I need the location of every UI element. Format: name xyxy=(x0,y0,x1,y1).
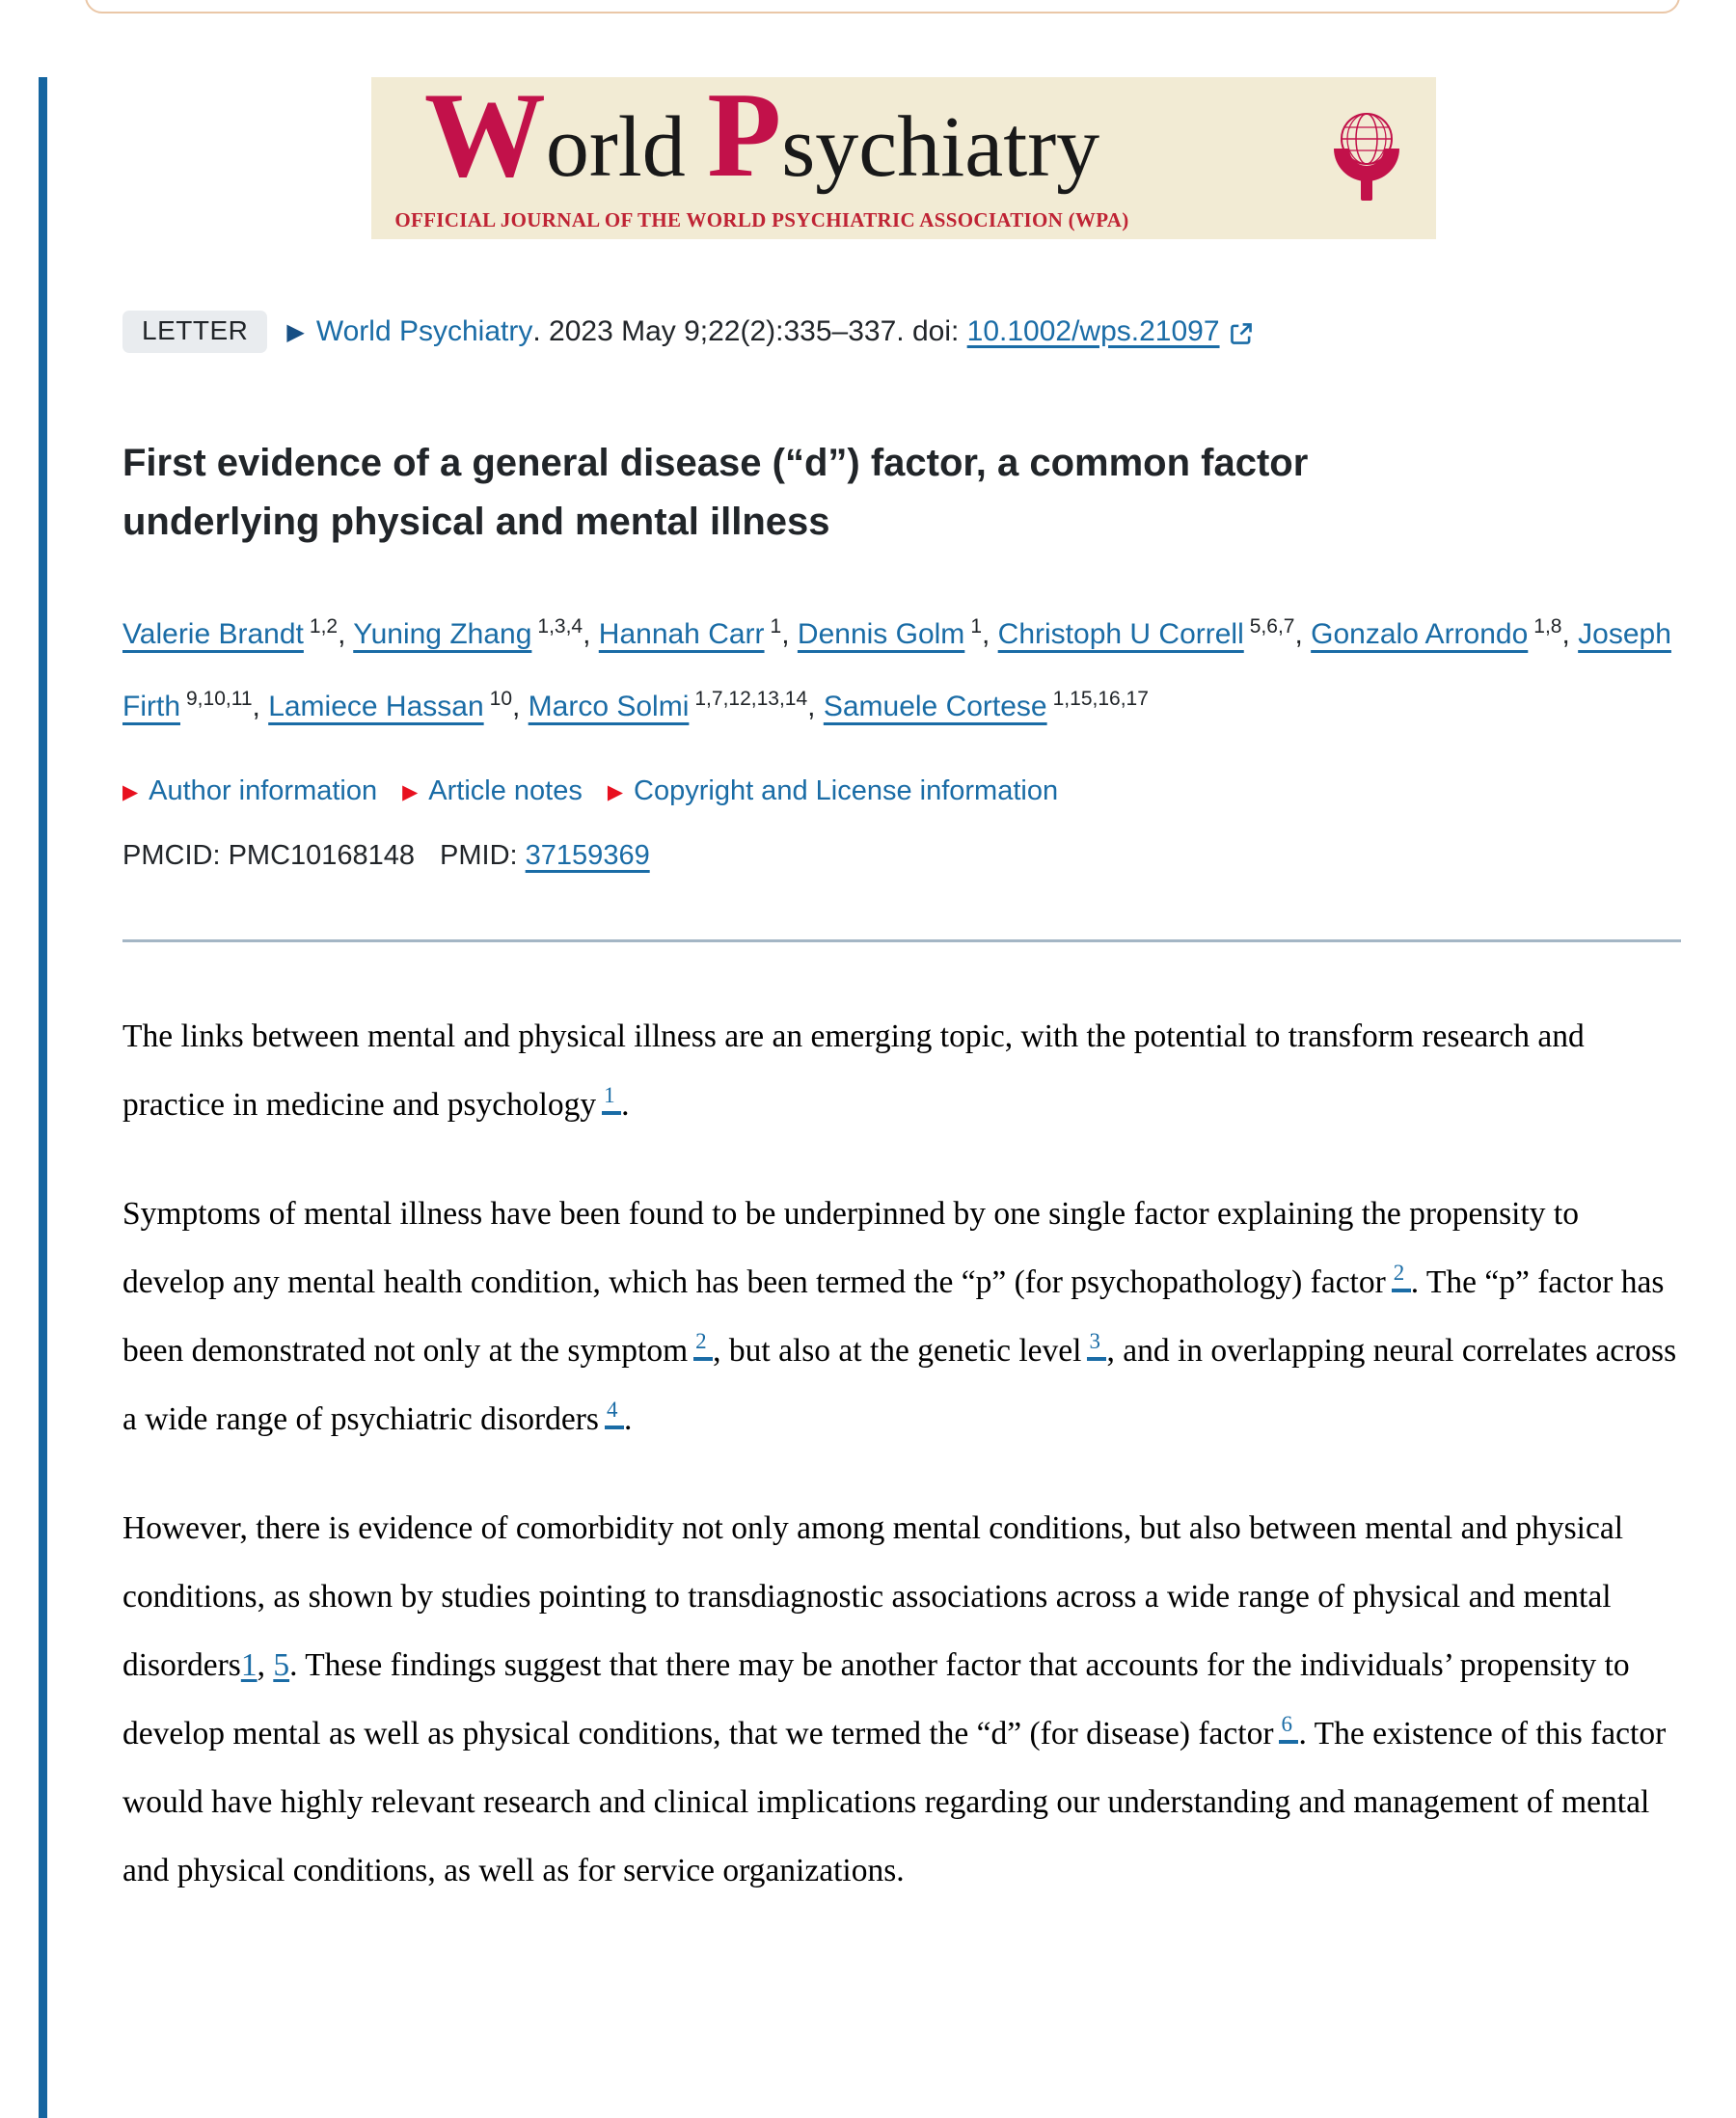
article-page xyxy=(122,0,1681,1905)
wpa-psi-globe-icon xyxy=(1322,110,1411,204)
paragraph: The links between mental and physical illness are an emerging topic, with the potential to transform research and practice in medicine and psychology 1 . xyxy=(122,1018,1585,1123)
journal-title-cap: P xyxy=(707,68,782,203)
author-affiliation-sup: 1,2 xyxy=(309,615,339,638)
author-affiliation-sup: 1 xyxy=(770,615,782,638)
pmid-label: PMID: xyxy=(440,840,526,871)
author-affiliation-sup: 1,7,12,13,14 xyxy=(694,688,808,710)
reference-link[interactable]: 2 xyxy=(1392,1284,1411,1292)
author-affiliation-sup: 1,15,16,17 xyxy=(1052,688,1149,710)
author-affiliation-sup: 5,6,7 xyxy=(1249,615,1295,638)
author-link[interactable]: Valerie Brandt xyxy=(122,618,304,650)
info-item xyxy=(122,775,377,807)
info-item xyxy=(608,775,1058,807)
author-link[interactable]: Hannah Carr xyxy=(598,618,765,650)
journal-title-cap: W xyxy=(423,68,546,203)
reference-link[interactable]: 4 xyxy=(605,1421,624,1429)
doi-link[interactable]: 10.1002/wps.21097 xyxy=(966,315,1220,347)
citation-text: . 2023 May 9;22(2):335–337. doi: xyxy=(532,315,967,347)
article-title: First evidence of a general disease (“d”) factor, a common factor underlying physical and mental illness xyxy=(122,442,1309,543)
reference-link[interactable]: 1 xyxy=(240,1647,258,1683)
citation-triangle-icon: ▶ xyxy=(286,318,305,345)
reference-link[interactable]: 1 xyxy=(602,1106,621,1115)
author-link[interactable]: Gonzalo Arrondo xyxy=(1311,618,1529,650)
author-link[interactable]: Lamiece Hassan xyxy=(268,691,484,722)
reference-link[interactable]: 6 xyxy=(1279,1735,1298,1744)
author-link[interactable]: Joseph Firth xyxy=(122,618,1671,722)
journal-banner-title: World Psychiatry xyxy=(423,68,1100,203)
ids-row xyxy=(122,840,1681,872)
author-link[interactable]: Christoph U Correll xyxy=(997,618,1244,650)
expand-triangle-icon: ▶ xyxy=(402,781,419,803)
paragraph: Symptoms of mental illness have been found to be underpinned by one single factor explaining the propensity to develop any mental health condition, which has been termed the “p” (for psychopathology) factor 2 . The “p” factor has been demonstrated not only at the symptom 2 , but also at the genetic level 3 , and in overlapping neural correlates across a wide range of psychiatric disorders 4 . xyxy=(122,1196,1677,1437)
expand-triangle-icon: ▶ xyxy=(122,781,139,803)
author-list: Valerie Brandt $^{1,2}$, Yuning Zhang $^{1,3,4}$, Hannah Carr $^1$, Dennis Golm $^1$, Christoph U Correll $^{5,6,7}$, Gonzalo Arrondo $^{1,8}$, Joseph Firth $^{9,10,11}$, Lamiece Hassan $^{10}$, Marco Solmi $^{1,7,12,13,14}$, Samuele Cortese $^{1,15,16,17}$ xyxy=(122,615,1671,722)
reference-link[interactable]: 5 xyxy=(273,1647,290,1683)
author-link[interactable]: Dennis Golm xyxy=(797,618,965,650)
pmcid-label: PMCID: xyxy=(122,840,229,871)
paragraph: However, there is evidence of comorbidity not only among mental conditions, but also between mental and physical conditions, as shown by studies pointing to transdiagnostic associations across a wide range of physical and mental disorders1, 5. These findings suggest that there may be another factor that accounts for the individuals’ propensity to develop mental as well as physical conditions, that we termed the “d” (for disease) factor 6 . The existence of this factor would have highly relevant research and clinical implications regarding our understanding and management of mental and physical conditions, as well as for service organizations. xyxy=(122,1510,1667,1888)
left-accent-bar xyxy=(39,77,47,2118)
reference-link[interactable]: 2 xyxy=(693,1352,713,1361)
author-link[interactable]: Marco Solmi xyxy=(528,691,690,722)
article-type-badge: LETTER xyxy=(122,311,267,353)
author-link[interactable]: Samuele Cortese xyxy=(823,691,1047,722)
section-divider xyxy=(122,939,1681,942)
author-affiliation-sup: 10 xyxy=(489,688,512,710)
info-link-article-notes[interactable]: Article notes xyxy=(428,775,583,806)
expand-triangle-icon: ▶ xyxy=(607,781,624,803)
info-links-row xyxy=(122,775,1681,807)
external-link-icon[interactable] xyxy=(1229,321,1254,346)
pmid-link[interactable]: 37159369 xyxy=(525,840,650,871)
article-body xyxy=(122,962,1681,1905)
author-affiliation-sup: 1,8 xyxy=(1533,615,1562,638)
author-affiliation-sup: 1 xyxy=(970,615,982,638)
citation-row xyxy=(122,311,1681,353)
info-link-author-information[interactable]: Author information xyxy=(149,775,378,806)
author-affiliation-sup: 1,3,4 xyxy=(537,615,583,638)
journal-banner xyxy=(371,68,1436,239)
info-link-copyright-and-license-information[interactable]: Copyright and License information xyxy=(634,775,1059,806)
pmcid-value: PMC10168148 xyxy=(228,840,416,871)
author-affiliation-sup: 9,10,11 xyxy=(186,688,253,710)
author-link[interactable]: Yuning Zhang xyxy=(353,618,532,650)
journal-link[interactable]: World Psychiatry xyxy=(315,315,533,347)
journal-banner-subtitle: OFFICIAL JOURNAL OF THE WORLD PSYCHIATRIC ASSOCIATION (WPA) xyxy=(394,208,1129,231)
reference-link[interactable]: 3 xyxy=(1087,1352,1106,1361)
info-item xyxy=(402,775,583,807)
